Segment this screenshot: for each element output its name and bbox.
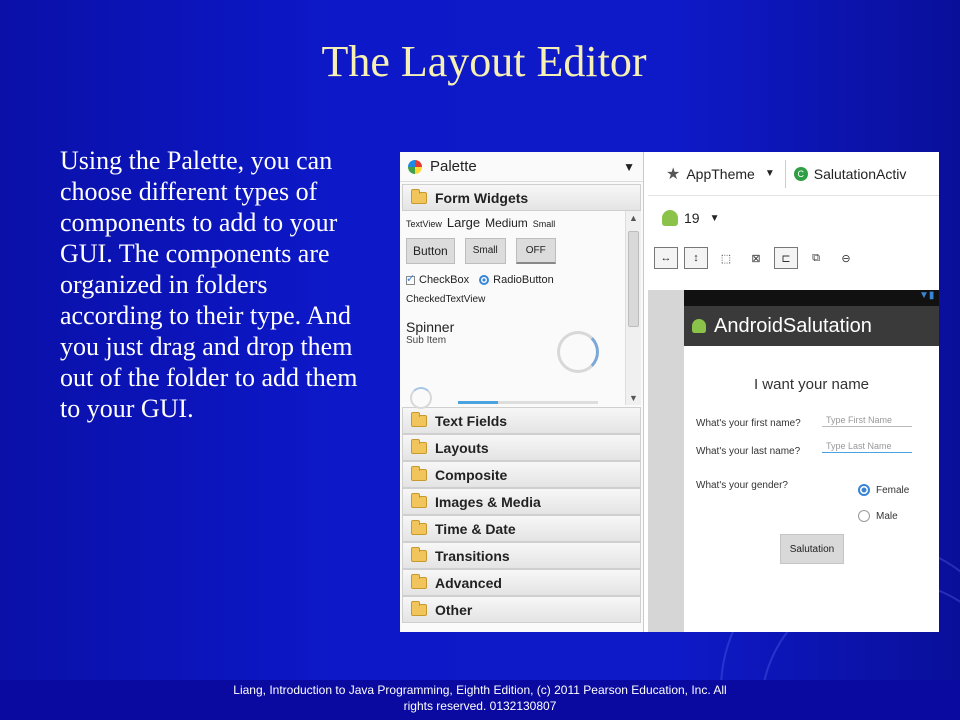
dropdown-arrow-icon[interactable]: ▼ [709, 212, 720, 224]
zoom-icon[interactable]: ⊖ [841, 252, 851, 265]
dropdown-arrow-icon[interactable]: ▼ [764, 168, 775, 179]
folder-icon [411, 550, 427, 562]
palette-panel [400, 152, 644, 632]
activity-selector[interactable]: SalutationActiv [813, 165, 907, 182]
progress-large-icon[interactable] [557, 331, 599, 373]
layout-editor-screenshot [400, 152, 939, 632]
margins-icon[interactable]: ⬚ [720, 252, 732, 265]
theme-selector[interactable]: AppTheme [686, 165, 755, 182]
widget-large-text[interactable]: Large [446, 215, 481, 230]
slide-footer [0, 680, 960, 720]
folder-icon [411, 442, 427, 454]
radio-selected-icon [858, 484, 870, 496]
folder-label: Layouts [435, 439, 489, 456]
folder-row[interactable] [402, 569, 641, 596]
toolbar-divider [785, 160, 786, 188]
folder-row[interactable] [402, 407, 641, 434]
progress-bar-horizontal[interactable] [458, 401, 598, 404]
folder-row[interactable] [402, 542, 641, 569]
checkbox-icon [406, 276, 415, 285]
palette-title: Palette [430, 158, 477, 175]
widget-checkedtextview[interactable]: CheckedTextView [406, 294, 486, 305]
api-level-selector[interactable]: 19 [684, 210, 700, 226]
form-widgets-list [400, 211, 643, 407]
folder-list [400, 407, 643, 623]
folder-row[interactable] [402, 596, 641, 623]
folder-label: Transitions [435, 547, 510, 564]
folder-icon [411, 496, 427, 508]
api-toolbar [648, 196, 939, 240]
folder-row[interactable] [402, 434, 641, 461]
folder-label: Time & Date [435, 520, 516, 537]
scroll-up-icon[interactable]: ▲ [629, 213, 638, 223]
folder-label: Text Fields [435, 412, 508, 429]
widget-small-button[interactable]: Small [465, 238, 506, 264]
last-name-label: What's your last name? [696, 446, 801, 457]
progress-small-icon[interactable] [410, 387, 432, 409]
align-icon[interactable]: ⊏ [774, 247, 798, 269]
folder-icon [411, 469, 427, 481]
folder-icon [411, 415, 427, 427]
fill-height-icon[interactable]: ↕ [684, 247, 708, 269]
widget-spinner-subitem: Sub Item [406, 335, 447, 346]
widget-small-text[interactable]: Small [532, 219, 556, 229]
radio-male-label: Male [876, 510, 898, 522]
widget-button[interactable]: Button [406, 238, 455, 264]
radio-icon [479, 275, 489, 285]
folder-label: Images & Media [435, 493, 541, 510]
folder-icon [411, 523, 427, 535]
palette-icon [408, 160, 422, 174]
folder-label: Form Widgets [435, 189, 529, 206]
palette-menu-icon[interactable]: ▼ [623, 159, 635, 174]
action-bar [684, 306, 939, 346]
theme-toolbar [648, 152, 939, 196]
palette-header [400, 152, 643, 182]
radio-male[interactable] [858, 510, 898, 522]
widget-medium-text[interactable]: Medium [485, 216, 528, 230]
salutation-button[interactable]: Salutation [780, 534, 844, 564]
fill-width-icon[interactable]: ↔ [654, 247, 678, 269]
check-widgets [406, 274, 637, 286]
signal-icon: ▼▮ [919, 290, 935, 301]
layout-toolbar [648, 240, 939, 276]
folder-row[interactable] [402, 488, 641, 515]
folder-open-icon [411, 192, 427, 204]
widget-textview[interactable]: TextView [406, 219, 442, 229]
app-android-icon [692, 319, 706, 333]
footer-line-1: Liang, Introduction to Java Programming, Eighth Edition, (c) 2011 Pearson Education, Inc. All [233, 683, 727, 697]
app-name: AndroidSalutation [714, 314, 872, 337]
android-icon [662, 210, 678, 226]
radio-unselected-icon [858, 510, 870, 522]
palette-scrollbar[interactable] [625, 211, 641, 405]
scroll-down-icon[interactable]: ▼ [629, 393, 638, 403]
gravity-icon[interactable]: ⊠ [751, 252, 761, 265]
folder-label: Other [435, 601, 473, 618]
editor-pane [648, 152, 939, 632]
widget-spinner[interactable]: Spinner [406, 319, 455, 335]
layout-params-icon[interactable]: ⧉ [812, 251, 820, 264]
folder-row[interactable] [402, 515, 641, 542]
folder-form-widgets[interactable] [402, 184, 641, 211]
slide-body-text: Using the Palette, you can choose different types of components to add to your GUI. The components are organized in folders according to their type. And you just drag and drop them out of the folder to add them to your GUI. [60, 146, 358, 423]
widget-toggle-button[interactable]: OFF [516, 238, 556, 264]
folder-row[interactable] [402, 461, 641, 488]
slide-title: The Layout Editor [321, 37, 647, 86]
last-name-field[interactable]: Type Last Name [822, 440, 912, 453]
footer-line-2: rights reserved. 0132130807 [403, 698, 557, 713]
widget-radiobutton[interactable]: RadioButton [493, 274, 554, 286]
textview-widgets [406, 215, 637, 230]
folder-icon [411, 604, 427, 616]
form-heading: I want your name [753, 376, 870, 393]
activity-icon: C [794, 167, 808, 181]
first-name-label: What's your first name? [696, 418, 801, 429]
folder-label: Composite [435, 466, 508, 483]
star-icon: ★ [666, 165, 681, 183]
status-bar [684, 290, 939, 306]
design-canvas [648, 290, 939, 632]
device-preview [684, 290, 939, 632]
radio-female-label: Female [876, 484, 910, 496]
button-widgets [406, 238, 637, 264]
scroll-thumb[interactable] [628, 231, 639, 327]
folder-icon [411, 577, 427, 589]
gender-label: What's your gender? [696, 480, 788, 491]
widget-checkbox[interactable]: CheckBox [419, 274, 470, 286]
folder-label: Advanced [435, 574, 502, 591]
radio-female[interactable] [858, 484, 909, 496]
first-name-field[interactable]: Type First Name [822, 414, 912, 427]
